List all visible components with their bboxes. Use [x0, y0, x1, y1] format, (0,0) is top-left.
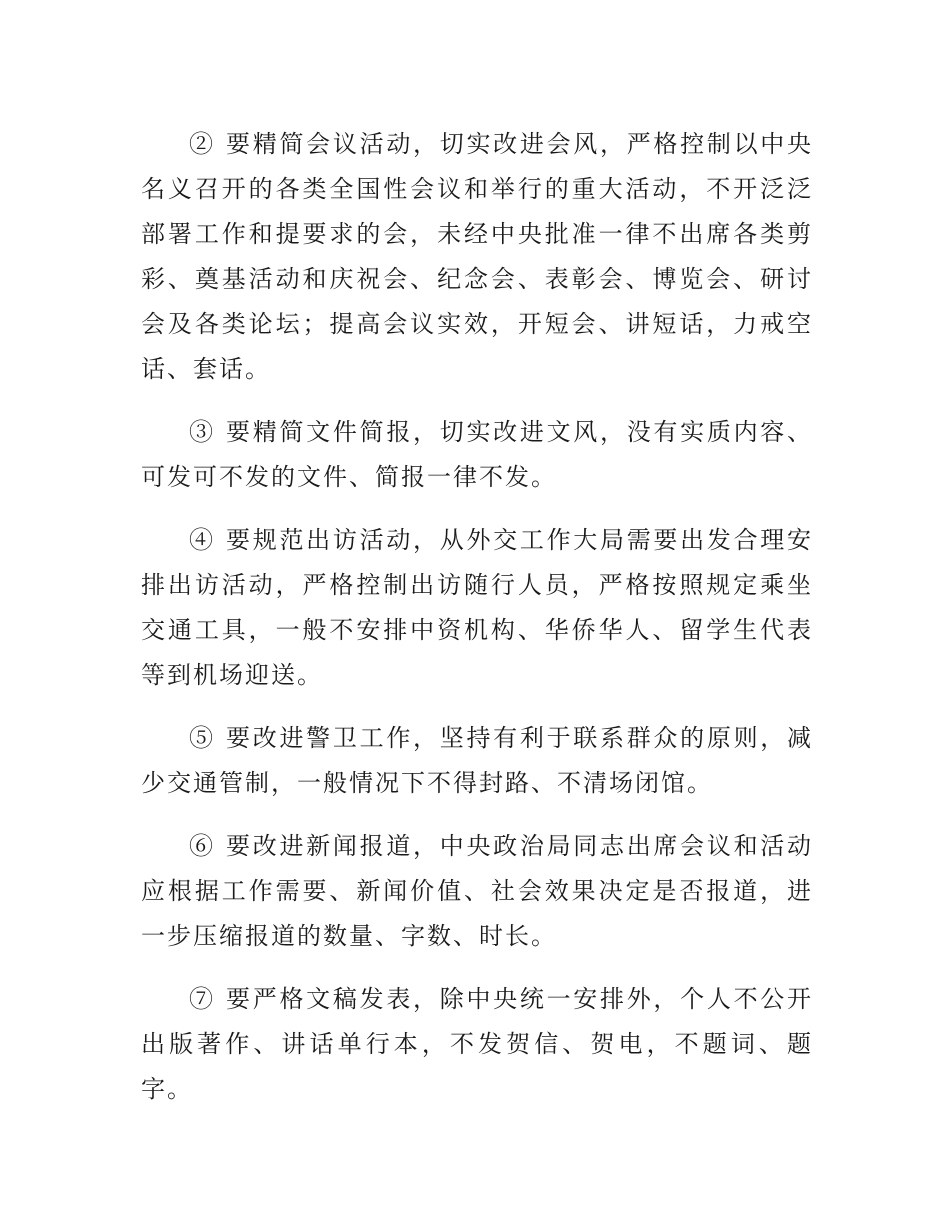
- document-body: [141, 122, 813, 1130]
- paragraph-item-6: ⑥ 要改进新闻报道，中央政治局同志出席会议和活动应根据工作需要、新闻价值、社会效果决定是否报道，进一步压缩报道的数量、字数、时长。: [141, 832, 813, 950]
- paragraph-item-4: ④ 要规范出访活动，从外交工作大局需要出发合理安排出访活动，严格控制出访随行人员，严格按照规定乘坐交通工具，一般不安排中资机构、华侨华人、留学生代表等到机场迎送。: [141, 526, 813, 689]
- paragraph-item-2: ② 要精简会议活动，切实改进会风，严格控制以中央名义召开的各类全国性会议和举行的重大活动，不开泛泛部署工作和提要求的会，未经中央批准一律不出席各类剪彩、奠基活动和庆祝会、纪念会、表彰会、博览会、研讨会及各类论坛；提高会议实效，开短会、讲短话，力戒空话、套话。: [141, 130, 813, 383]
- paragraph-item-3: ③ 要精简文件简报，切实改进文风，没有实质内容、可发可不发的文件、简报一律不发。: [141, 418, 813, 491]
- paragraph-item-5: ⑤ 要改进警卫工作，坚持有利于联系群众的原则，减少交通管制，一般情况下不得封路、不清场闭馆。: [141, 724, 813, 797]
- paragraph-item-7: ⑦ 要严格文稿发表，除中央统一安排外，个人不公开出版著作、讲话单行本，不发贺信、贺电，不题词、题字。: [141, 985, 813, 1103]
